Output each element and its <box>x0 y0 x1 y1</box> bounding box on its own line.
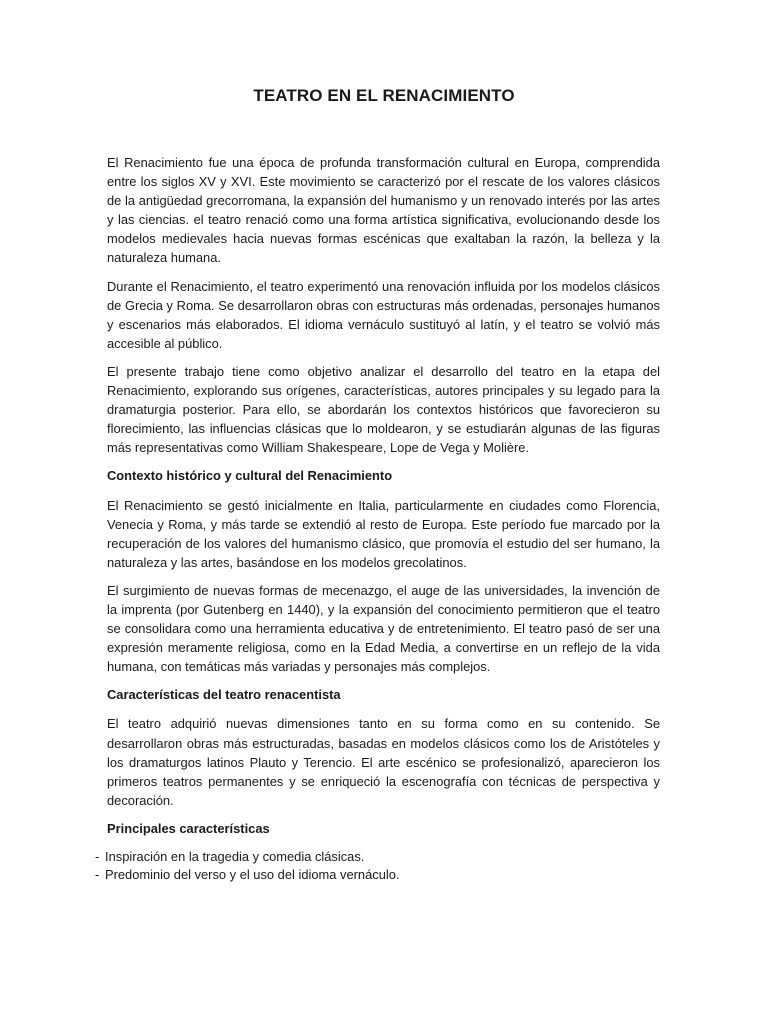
intro-paragraph-1: El Renacimiento fue una época de profunda transformación cultural en Europa, comprendida entre los siglos XV y XVI. Este movimiento se caracterizó por el rescate de los valores clásicos de la antigüedad grecorromana, la expansión del humanismo y un renovado interés por las artes y las ciencias. el teatro renació como una forma artística significativa, evolucionando desde los modelos medievales hacia nuevas formas escénicas que exaltaban la razón, la belleza y la naturaleza humana. <box>107 155 660 266</box>
section-heading-characteristics: Características del teatro renacentista <box>107 687 341 703</box>
characteristics-paragraph-1: El teatro adquirió nuevas dimensiones tanto en su forma como en su contenido. Se desarrollaron obras más estructuradas, basadas en modelos clásicos como los de Aristóteles y los dramaturgos latinos Plauto y Terencio. El arte escénico se profesionalizó, aparecieron los primeros teatros permanentes y se enriqueció la escenografía con técnicas de perspectiva y decoración. <box>107 716 660 808</box>
intro-paragraph-2: Durante el Renacimiento, el teatro experimentó una renovación influida por los modelos clásicos de Grecia y Roma. Se desarrollaron obras con estructuras más ordenadas, personajes humanos y escenarios más elaborados. El idioma vernáculo sustituyó al latín, y el teatro se volvió más accesible al público. <box>107 278 660 351</box>
intro-paragraph-3: El presente trabajo tiene como objetivo analizar el desarrollo del teatro en la etapa del Renacimiento, explorando sus orígenes, características, autores principales y su legado para la dramaturgia posterior. Para ello, se abordarán los contextos históricos que favorecieron su florecimiento, las influencias clásicas que lo moldearon, y se estudiarán algunas de las figuras más representativas como William Shakespeare, Lope de Vega y Molière. <box>107 363 660 456</box>
list-item <box>95 866 660 884</box>
context-paragraph-2: El surgimiento de nuevas formas de mecenazgo, el auge de las universidades, la invención de la imprenta (por Gutenberg en 1440), y la expansión del conocimiento permitieron que el teatro se consolidara como una herramienta educativa y de entretenimiento. El teatro pasó de ser una expresión meramente religiosa, como en la Edad Media, a convertirse en un reflejo de la vida humana, con temáticas más variadas y personajes más complejos. <box>107 582 660 675</box>
list-bullet-marker: - <box>95 849 100 864</box>
list-bullet-marker: - <box>95 867 100 882</box>
list-item-text: Predominio del verso y el uso del idioma vernáculo. <box>105 867 400 882</box>
section-heading-context: Contexto histórico y cultural del Renacimiento <box>107 468 393 484</box>
section-heading-main-characteristics: Principales características <box>107 820 270 836</box>
document-title: TEATRO EN EL RENACIMIENTO <box>253 86 515 105</box>
document-body <box>95 153 660 884</box>
list-item-text: Inspiración en la tragedia y comedia clásicas. <box>105 849 365 864</box>
context-paragraph-1: El Renacimiento se gestó inicialmente en Italia, particularmente en ciudades como Florencia, Venecia y Roma, y más tarde se extendió al resto de Europa. Este período fue marcado por la recuperación de los valores del humanismo clásico, que promovía el estudio del ser humano, la naturaleza y las artes, basándose en los modelos grecolatinos. <box>107 497 660 570</box>
characteristics-list <box>95 848 660 884</box>
list-item <box>95 848 660 866</box>
